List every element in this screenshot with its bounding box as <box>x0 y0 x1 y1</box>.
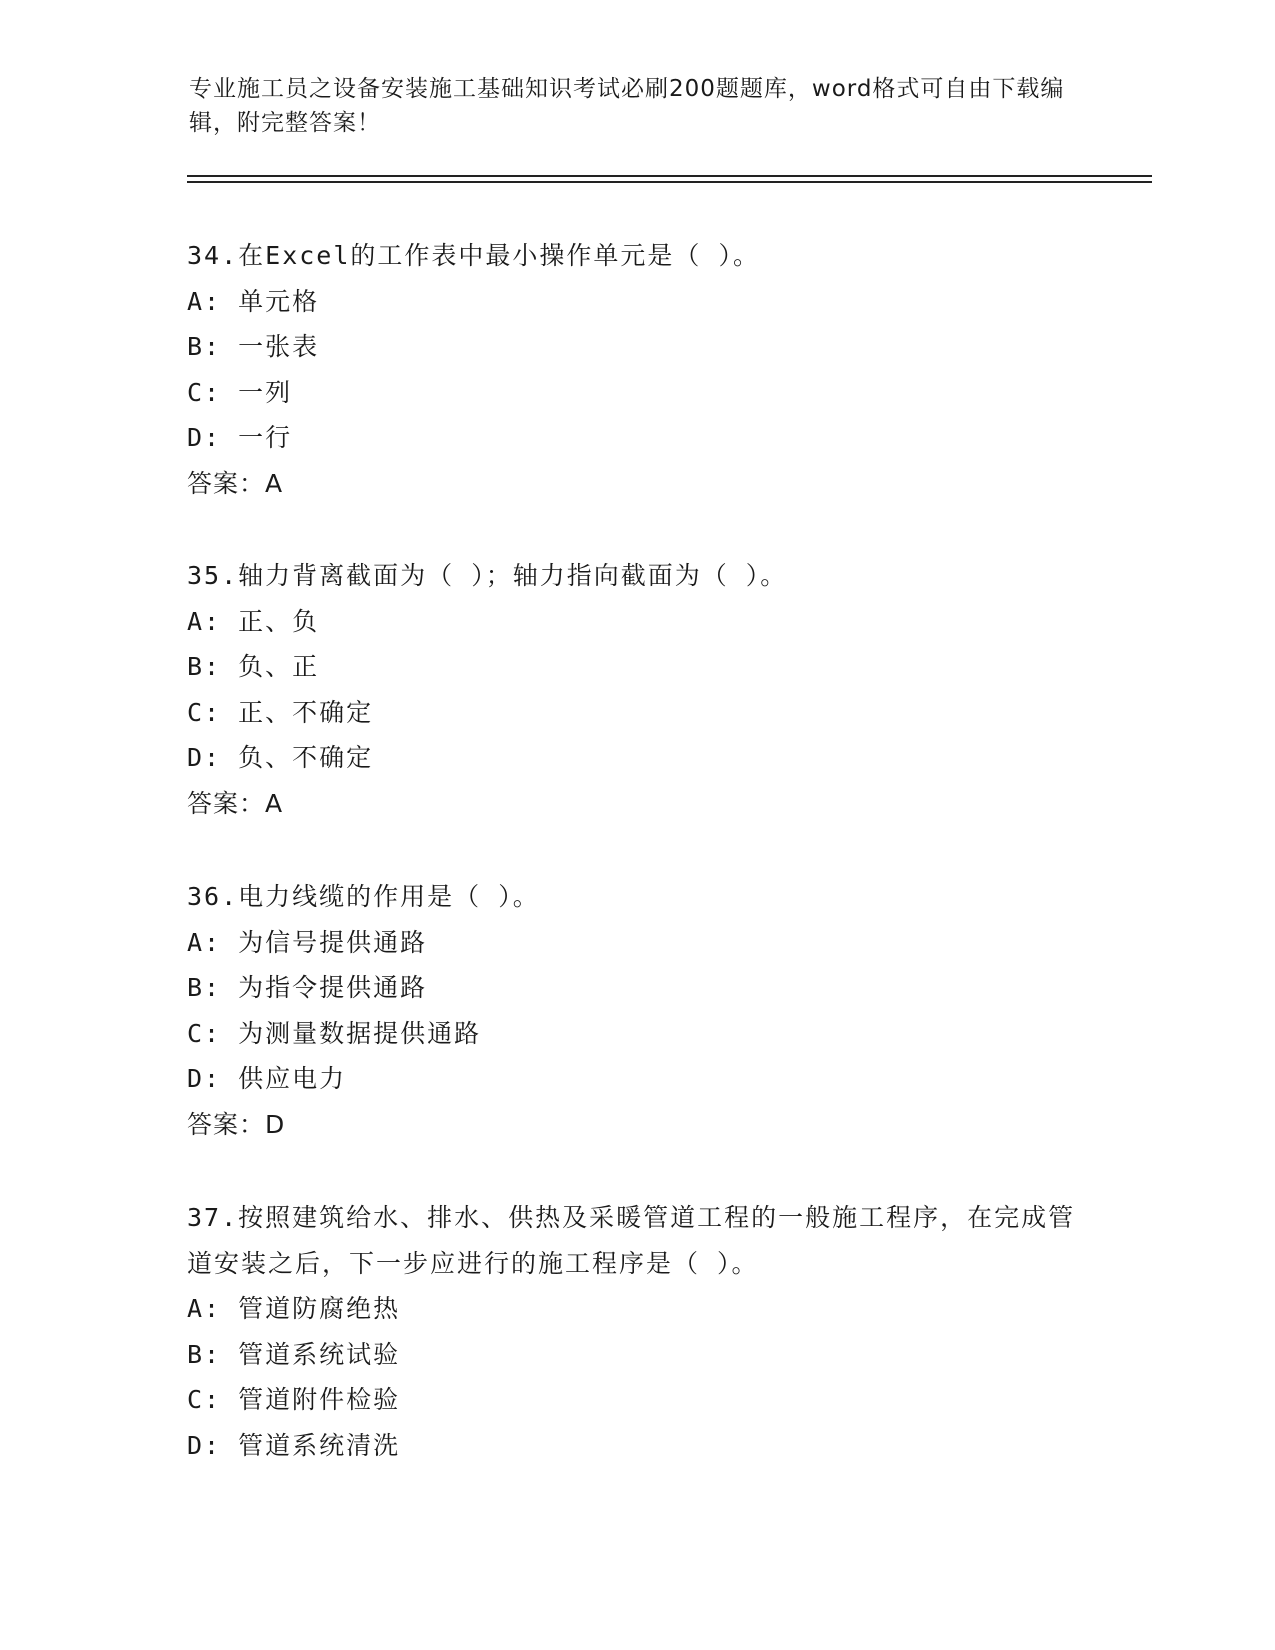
answer: 答案：A <box>187 788 284 818</box>
option-b: B: 一张表 <box>187 332 320 361</box>
option-a: A: 正、负 <box>187 606 320 636</box>
answer: 答案：A <box>187 468 284 498</box>
question-text: 34.在Excel的工作表中最小操作单元是（ ）。 <box>187 241 760 270</box>
header-divider-bottom <box>187 181 1152 183</box>
option-a: A: 为信号提供通路 <box>187 927 428 957</box>
question-35 <box>187 553 1087 826</box>
option-c: C: 一列 <box>187 377 293 407</box>
option-b: B: 管道系统试验 <box>187 1339 401 1369</box>
document-header: 专业施工员之设备安装施工基础知识考试必刷200题题库，word格式可自由下载编辑，附完整答案！ <box>189 76 1065 136</box>
header-divider-top <box>187 175 1152 177</box>
option-d: D: 一行 <box>187 423 293 452</box>
question-34 <box>187 233 1087 506</box>
option-a: A: 单元格 <box>187 286 320 316</box>
option-d: D: 供应电力 <box>187 1064 347 1093</box>
option-b: B: 为指令提供通路 <box>187 973 428 1002</box>
answer: 答案：D <box>187 1109 286 1139</box>
option-d: D: 管道系统清洗 <box>187 1430 401 1460</box>
option-a: A: 管道防腐绝热 <box>187 1294 401 1323</box>
question-text: 35.轴力背离截面为（ ）；轴力指向截面为（ ）。 <box>187 561 788 590</box>
option-b: B: 负、正 <box>187 652 320 681</box>
option-c: C: 管道附件检验 <box>187 1385 401 1414</box>
question-text: 37.按照建筑给水、排水、供热及采暖管道工程的一般施工程序，在完成管道安装之后，下一步应进行的施工程序是（ ）。 <box>187 1203 1076 1278</box>
option-c: C: 为测量数据提供通路 <box>187 1018 482 1048</box>
question-text: 36.电力线缆的作用是（ ）。 <box>187 882 540 911</box>
option-d: D: 负、不确定 <box>187 743 374 772</box>
question-36 <box>187 874 1087 1147</box>
option-c: C: 正、不确定 <box>187 697 374 727</box>
question-37 <box>187 1195 1087 1468</box>
